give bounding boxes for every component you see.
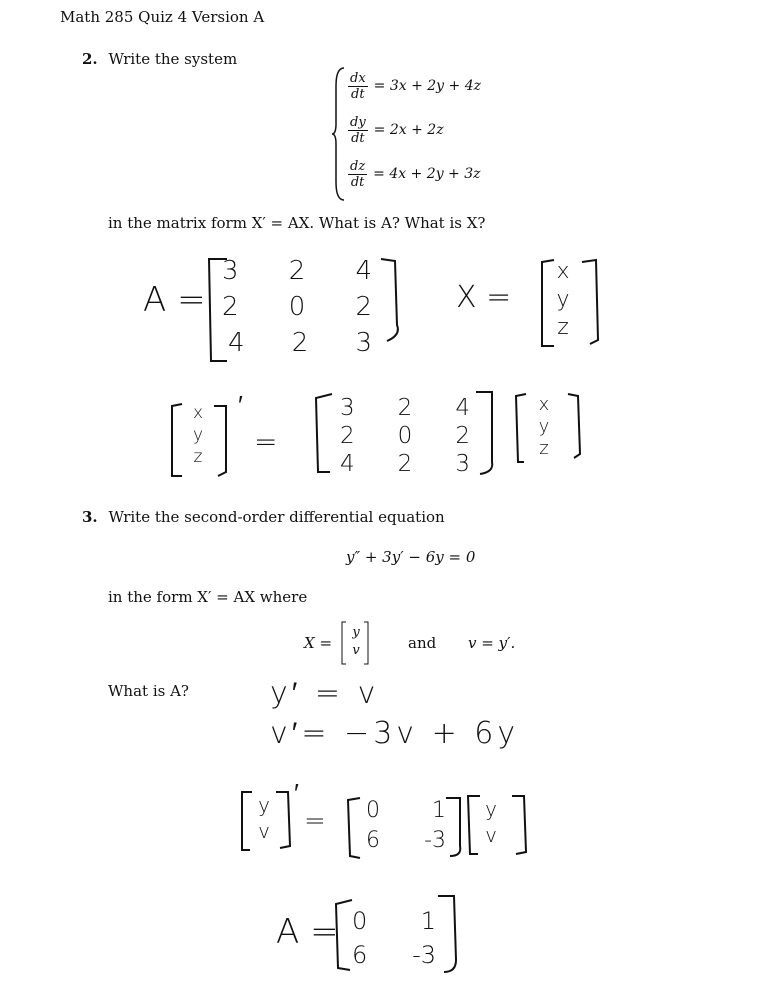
vector-entry: y	[192, 425, 204, 445]
A-matrix-entries	[222, 256, 372, 364]
q2-header	[82, 50, 237, 68]
matrix-entry: 2	[397, 451, 413, 477]
vector-entry: y	[538, 416, 550, 437]
matrix-entry: 2	[288, 256, 306, 286]
matrix-entry: 3	[222, 256, 239, 286]
vector-entry: y	[556, 287, 570, 312]
matrix-entry: 4	[455, 395, 470, 421]
matrix-entry: 2	[455, 423, 470, 449]
matrix-entry: 1	[420, 907, 436, 935]
X-def-label: X =	[304, 634, 333, 652]
fraction-numerator: dz	[350, 158, 366, 174]
matrix-row	[352, 938, 436, 972]
vector-entry: v	[258, 819, 270, 843]
matrix-entry: 0	[397, 423, 413, 449]
q3-number: 3.	[82, 508, 98, 526]
q2-question: in the matrix form X′ = AX. What is A? What is X?	[108, 214, 486, 232]
and-word: and	[408, 634, 437, 652]
matrix-row	[222, 292, 372, 328]
matrix-row	[222, 256, 372, 292]
vector-entry: y	[485, 797, 497, 821]
q3-matrix-entries	[366, 796, 446, 856]
matrix-row	[352, 904, 436, 938]
system-equations	[348, 64, 481, 196]
system-brace	[332, 66, 346, 202]
v-definition: v = y′.	[468, 634, 516, 652]
rhs-matrix-entries	[340, 394, 470, 478]
X-def-entries	[346, 624, 366, 660]
q2-prompt: Write the system	[108, 50, 238, 68]
equation-row	[348, 64, 481, 108]
matrix-entry: 3	[455, 451, 470, 477]
equation-row	[348, 152, 481, 196]
matrix-entry: 3	[340, 395, 355, 421]
matrix-entry: 2	[291, 328, 309, 358]
matrix-entry: -3	[412, 941, 436, 969]
q3-rhs-entries	[478, 796, 504, 848]
handwritten-line-1: y′ = v	[270, 676, 380, 711]
vector-entry: x	[192, 403, 204, 423]
matrix-entry: 4	[340, 451, 355, 477]
X-vector-entries	[550, 258, 576, 342]
handwritten-line-2: v′= −3v + 6y	[270, 716, 520, 751]
q3-question: What is A?	[108, 682, 189, 700]
equals-sign: =	[254, 425, 278, 458]
X-vector-brackets	[536, 256, 616, 352]
matrix-entry: 4	[355, 256, 372, 286]
derivative-fraction	[348, 115, 368, 146]
matrix-row	[366, 826, 446, 856]
X-label: X =	[456, 280, 512, 315]
matrix-entry: 6	[366, 828, 380, 853]
derivative-fraction	[348, 159, 367, 190]
matrix-row	[340, 450, 470, 478]
fraction-denominator: dt	[351, 86, 365, 102]
vector-entry: v	[352, 643, 360, 658]
equals-sign: =	[304, 806, 326, 836]
q3-prompt: Write the second-order differential equation	[108, 508, 445, 526]
vector-entry: z	[539, 438, 549, 459]
fraction-numerator: dx	[350, 70, 366, 86]
equation-rhs: = 2x + 2z	[373, 122, 444, 138]
vector-entry: z	[557, 315, 569, 340]
matrix-entry: 3	[355, 328, 372, 358]
q3-equation: y″ + 3y′ − 6y = 0	[346, 548, 476, 566]
matrix-entry: 4	[228, 328, 245, 358]
q3-form-text: in the form X′ = AX where	[108, 588, 308, 606]
vector-entry: x	[538, 394, 550, 415]
matrix-entry: 2	[355, 292, 372, 322]
matrix-entry: 6	[352, 941, 368, 969]
q3-header	[82, 508, 445, 526]
equation-rhs: = 4x + 2y + 3z	[373, 166, 481, 182]
vector-entry: v	[485, 823, 497, 847]
rhs-vector-entries	[530, 394, 558, 460]
matrix-row	[340, 394, 470, 422]
lhs-vector-entries	[186, 402, 210, 468]
equation-row	[348, 108, 481, 152]
derivative-fraction	[348, 71, 368, 102]
matrix-entry: 0	[352, 907, 368, 935]
matrix-entry: 0	[288, 292, 306, 322]
prime-mark: ′	[238, 391, 243, 421]
matrix-row	[340, 422, 470, 450]
matrix-entry: 1	[432, 798, 446, 823]
q3-A-label: A =	[276, 912, 339, 952]
fraction-numerator: dy	[350, 114, 366, 130]
vector-entry: z	[193, 447, 203, 467]
q3-A-entries	[352, 904, 436, 972]
q2-number: 2.	[82, 50, 98, 68]
matrix-entry: 2	[222, 292, 239, 322]
matrix-entry: -3	[424, 828, 446, 853]
A-label: A =	[143, 280, 206, 320]
matrix-entry: 2	[340, 423, 355, 449]
quiz-title: Math 285 Quiz 4 Version A	[60, 8, 265, 26]
matrix-entry: 0	[366, 798, 380, 823]
matrix-row	[222, 328, 372, 364]
fraction-denominator: dt	[351, 130, 365, 146]
matrix-entry: 2	[397, 395, 413, 421]
fraction-denominator: dt	[350, 174, 365, 190]
vector-entry: y	[258, 793, 270, 817]
q3-lhs-entries	[252, 792, 276, 844]
vector-entry: y	[352, 625, 360, 640]
prime-mark: ′	[294, 779, 299, 809]
vector-entry: x	[556, 259, 570, 284]
equation-rhs: = 3x + 2y + 4z	[373, 78, 482, 94]
matrix-row	[366, 796, 446, 826]
